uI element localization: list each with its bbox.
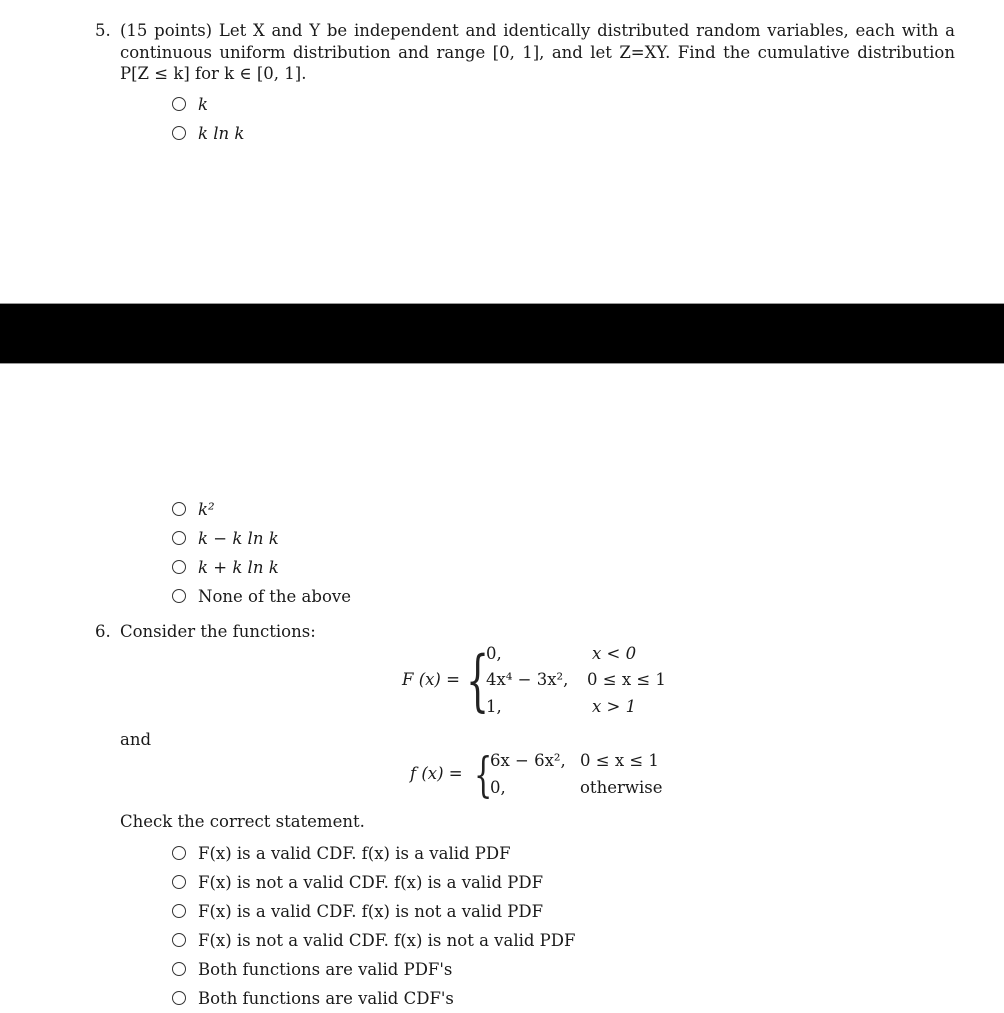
F-case-3-expr: 1, xyxy=(486,697,502,716)
radio-button[interactable] xyxy=(172,502,186,516)
q6-option-label: Both functions are valid PDF's xyxy=(198,959,453,979)
f-lhs: f (x) = xyxy=(410,764,463,783)
left-brace: { xyxy=(466,642,490,719)
q5-option-label: k xyxy=(198,94,208,114)
q5-option-label: k ln k xyxy=(198,123,245,143)
question-6-prompt: Check the correct statement. xyxy=(120,812,365,831)
question-5-text-line1: (15 points) Let X and Y be independent and identically distributed random variables, each with a xyxy=(120,21,955,40)
q5-option-1[interactable] xyxy=(172,93,208,115)
question-5-number: 5. xyxy=(95,21,111,40)
question-5 xyxy=(95,20,955,85)
F-case-2-expr: 4x⁴ − 3x², xyxy=(486,670,569,689)
radio-button[interactable] xyxy=(172,991,186,1005)
q6-option-label: F(x) is a valid CDF. f(x) is a valid PDF xyxy=(198,843,511,863)
radio-button[interactable] xyxy=(172,560,186,574)
f-case-1-cond: 0 ≤ x ≤ 1 xyxy=(580,751,659,770)
q5-option-label: None of the above xyxy=(198,586,351,606)
F-case-1-expr: 0, xyxy=(486,644,502,663)
q6-option-4[interactable] xyxy=(172,929,575,951)
F-case-2-cond: 0 ≤ x ≤ 1 xyxy=(587,670,666,689)
F-case-3-cond: x > 1 xyxy=(592,697,637,716)
q6-option-6[interactable] xyxy=(172,987,454,1009)
q5-option-label: k − k ln k xyxy=(198,528,279,548)
q6-option-5[interactable] xyxy=(172,958,452,980)
radio-button[interactable] xyxy=(172,904,186,918)
q6-option-label: F(x) is a valid CDF. f(x) is not a valid PDF xyxy=(198,901,544,921)
radio-button[interactable] xyxy=(172,962,186,976)
q5-option-label: k² xyxy=(198,499,215,519)
q5-option-3[interactable] xyxy=(172,498,215,520)
q5-option-6[interactable] xyxy=(172,585,351,607)
f-case-2-expr: 0, xyxy=(490,778,506,797)
radio-button[interactable] xyxy=(172,531,186,545)
F-lhs: F (x) = xyxy=(402,670,460,689)
question-5-text-line3: P[Z ≤ k] for k ∈ [0, 1]. xyxy=(120,64,307,83)
q5-option-4[interactable] xyxy=(172,527,279,549)
f-case-1-expr: 6x − 6x², xyxy=(490,751,566,770)
q6-option-label: F(x) is not a valid CDF. f(x) is a valid PDF xyxy=(198,872,544,892)
q5-option-label: k + k ln k xyxy=(198,557,279,577)
f-case-2-cond: otherwise xyxy=(580,778,663,797)
radio-button[interactable] xyxy=(172,126,186,140)
left-brace: { xyxy=(474,747,493,803)
and-label: and xyxy=(120,730,152,749)
radio-button[interactable] xyxy=(172,933,186,947)
q5-option-2[interactable] xyxy=(172,122,244,144)
radio-button[interactable] xyxy=(172,589,186,603)
question-6-number: 6. xyxy=(95,622,111,641)
radio-button[interactable] xyxy=(172,875,186,889)
redaction-bar xyxy=(0,303,1004,364)
q6-option-1[interactable] xyxy=(172,842,511,864)
F-case-1-cond: x < 0 xyxy=(592,644,637,663)
q6-option-3[interactable] xyxy=(172,900,543,922)
radio-button[interactable] xyxy=(172,846,186,860)
question-6-intro: Consider the functions: xyxy=(120,622,316,641)
radio-button[interactable] xyxy=(172,97,186,111)
q6-option-2[interactable] xyxy=(172,871,543,893)
question-5-text-line2: continuous uniform distribution and range [0, 1], and let Z=XY. Find the cumulative distribution xyxy=(120,42,955,62)
q6-option-label: F(x) is not a valid CDF. f(x) is not a valid PDF xyxy=(198,930,576,950)
q6-option-label: Both functions are valid CDF's xyxy=(198,988,454,1008)
q5-option-5[interactable] xyxy=(172,556,279,578)
